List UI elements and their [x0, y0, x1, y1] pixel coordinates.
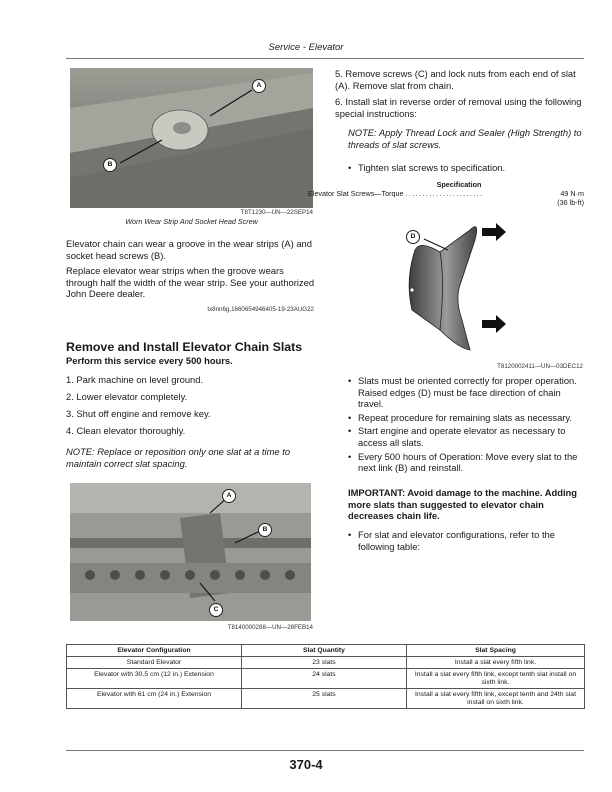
table-cell: 24 slats [242, 669, 407, 689]
slat-orientation-figure [400, 220, 585, 360]
step-1: 1. Park machine on level ground. [66, 374, 204, 385]
table-cell: Install a slat every fifth link. [407, 657, 585, 669]
step-5: 5. Remove screws (C) and lock nuts from each end of slat (A). Remove slat from chain. [335, 68, 576, 91]
column-header: Slat Quantity [242, 645, 407, 657]
spec-row [308, 190, 584, 207]
table-cell: Install a slat every fifth link, except tenth and 24th slat install on sixth link. [407, 689, 585, 709]
table-row [67, 689, 585, 709]
slat-diagram [400, 220, 585, 360]
callout-a: A [252, 79, 266, 93]
header-rule [66, 58, 584, 59]
step-3: 3. Shut off engine and remove key. [66, 408, 211, 419]
step-2: 2. Lower elevator completely. [66, 391, 188, 402]
figure2-id: T8140000288—UN—28FEB14 [227, 624, 313, 631]
table-cell: Elevator with 30.5 cm (12 in.) Extension [67, 669, 242, 689]
spec-label: Elevator Slat Screws—Torque [308, 189, 404, 198]
column-header: Elevator Configuration [67, 645, 242, 657]
callout-b: B [103, 158, 117, 172]
wear-strip-illustration [70, 68, 313, 208]
bullet-orientation: • Slats must be oriented correctly for proper operation. Raised edges (D) must be face direction of chain travel. [348, 375, 577, 410]
bullet-table-ref: • For slat and elevator configurations, refer to the following table: [348, 529, 555, 552]
table-cell: 25 slats [242, 689, 407, 709]
page-number: 370-4 [289, 757, 323, 772]
note-slat-spacing: NOTE: Replace or reposition only one slat at a time to maintain correct slat spacing. [66, 446, 291, 469]
table-cell: Elevator with 61 cm (24 in.) Extension [67, 689, 242, 709]
bullet-tighten: • Tighten slat screws to specification. [348, 162, 506, 173]
callout-c: C [209, 603, 223, 617]
elevator-slat-photo [70, 483, 311, 621]
reference-code: tx8nn6g,1660654946405-19-23AUG22 [207, 306, 314, 313]
bullet-repeat: • Repeat procedure for remaining slats as necessary. [348, 411, 572, 423]
callout-d: D [406, 230, 420, 244]
figure3-id: T8120002411—UN—03DEC12 [497, 363, 583, 370]
step-4: 4. Clean elevator thoroughly. [66, 425, 186, 436]
bullet-list [348, 375, 584, 474]
table-cell: 23 slats [242, 657, 407, 669]
table-cell: Standard Elevator [67, 657, 242, 669]
figure1-id: T8T1230—UN—22SEP14 [240, 209, 313, 216]
spec-value-imperial: (36 lb-ft) [557, 197, 584, 207]
section-title: Remove and Install Elevator Chain Slats [66, 340, 303, 354]
bullet-move-slat: • Every 500 hours of Operation: Move every slat to the next link (B) and reinstall. [348, 450, 578, 474]
table-header-row [67, 645, 585, 657]
table-row [67, 657, 585, 669]
footer-rule [66, 750, 584, 751]
step-6: 6. Install slat in reverse order of removal using the following special instructions: [335, 96, 582, 119]
spec-dots: . . . . . . . . . . . . . . . . . . . . . . . [405, 190, 482, 198]
spec-value: 49 N·m [560, 189, 584, 198]
note-thread-lock: NOTE: Apply Thread Lock and Sealer (High Strength) to threads of slat screws. [348, 127, 582, 150]
table-cell: Install a slat every fifth link, except tenth slat install on sixth link. [407, 669, 585, 689]
running-header: Service - Elevator [268, 42, 344, 53]
callout-a: A [222, 489, 236, 503]
spec-heading: Specification [436, 180, 482, 189]
slat-config-table [66, 644, 585, 709]
table-row [67, 669, 585, 689]
section-subtitle: Perform this service every 500 hours. [66, 355, 233, 366]
wear-strip-photo [70, 68, 313, 208]
elevator-slat-illustration [70, 483, 311, 621]
bullet-operate: • Start engine and operate elevator as necessary to access all slats. [348, 425, 566, 448]
callout-b: B [258, 523, 272, 537]
column-header: Slat Spacing [407, 645, 585, 657]
important-notice: IMPORTANT: Avoid damage to the machine. Adding more slats than suggested to elevator chain decreases chain life. [348, 487, 577, 522]
paragraph-replace: Replace elevator wear strips when the groove wears through half the width of the wear strip. See your authorized John Deere dealer. [66, 265, 315, 300]
paragraph-wear: Elevator chain can wear a groove in the wear strips (A) and socket head screws (B). [66, 238, 312, 261]
figure1-caption: Worn Wear Strip And Socket Head Screw [125, 217, 258, 226]
